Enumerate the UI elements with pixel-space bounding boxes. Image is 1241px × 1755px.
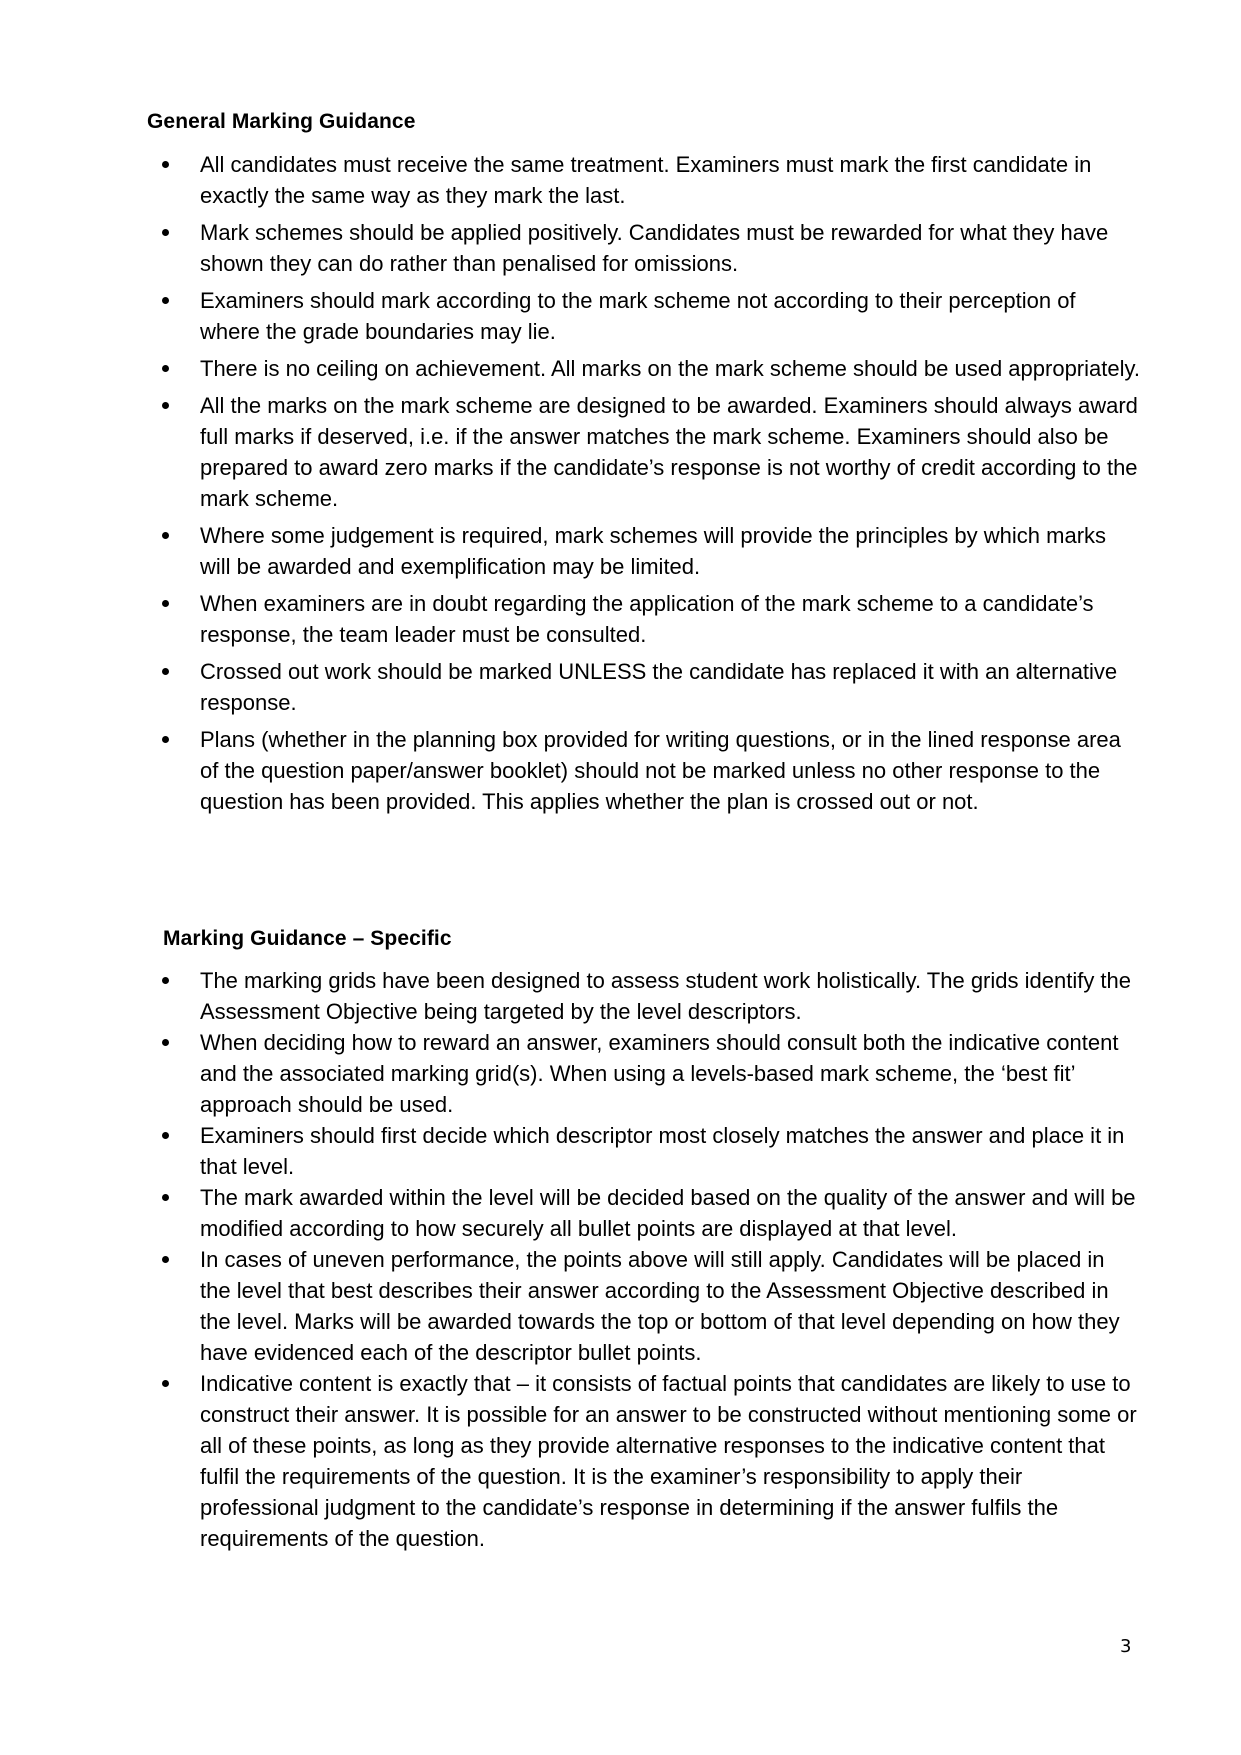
list-item-text: Mark schemes should be applied positively. Candidates must be rewarded for what they have shown they can do rather than penalised for omissions.: [200, 220, 1109, 276]
list-item: [0, 1182, 1140, 1244]
section-heading: General Marking Guidance: [147, 110, 416, 133]
list-item-text: Plans (whether in the planning box provided for writing questions, or in the lined response area of the question paper/answer booklet) should not be marked unless no other response to the question has been provided. This applies whether the plan is crossed out or not.: [200, 727, 1121, 814]
bullet-icon: [162, 1039, 169, 1046]
list-item: [0, 1244, 1140, 1368]
list-item: [0, 520, 1140, 582]
list-item-text: The mark awarded within the level will be decided based on the quality of the answer and will be modified according to how securely all bullet points are displayed at that level.: [200, 1185, 1136, 1241]
list-item: [0, 149, 1140, 211]
list-item: [0, 217, 1140, 279]
list-item-text: All candidates must receive the same treatment. Examiners must mark the first candidate in exactly the same way as they mark the last.: [200, 152, 1092, 208]
list-item: [0, 656, 1140, 718]
bullet-icon: [162, 229, 169, 236]
bullet-icon: [162, 365, 169, 372]
bullet-icon: [162, 1256, 169, 1263]
page-number: 3: [1120, 1636, 1132, 1657]
list-item-text: All the marks on the mark scheme are designed to be awarded. Examiners should always award full marks if deserved, i.e. if the answer matches the mark scheme. Examiners should also be prepared to award zero marks if the candidate’s response is not worthy of credit according to the mark scheme.: [200, 393, 1138, 511]
list-item-text: When examiners are in doubt regarding the application of the mark scheme to a candidate’s response, the team leader must be consulted.: [200, 591, 1094, 647]
bullet-icon: [162, 600, 169, 607]
list-item-text: When deciding how to reward an answer, examiners should consult both the indicative content and the associated marking grid(s). When using a levels-based mark scheme, the ‘best fit’ approach should be used.: [200, 1030, 1119, 1117]
bullet-icon: [162, 402, 169, 409]
list-item: [0, 353, 1140, 384]
list-item-text: There is no ceiling on achievement. All marks on the mark scheme should be used appropriately.: [200, 356, 1140, 381]
bullet-icon: [162, 1380, 169, 1387]
section-heading: Marking Guidance – Specific: [163, 927, 452, 950]
list-item-text: Examiners should mark according to the mark scheme not according to their perception of where the grade boundaries may lie.: [200, 288, 1076, 344]
list-item: [0, 1368, 1140, 1554]
list-item: [0, 1027, 1140, 1120]
bullet-icon: [162, 532, 169, 539]
list-item-text: In cases of uneven performance, the points above will still apply. Candidates will be placed in the level that best describes their answer according to the Assessment Objective described in the level. Marks will be awarded towards the top or bottom of that level depending on how they have evidenced each of the descriptor bullet points.: [200, 1247, 1120, 1365]
list-item-text: Indicative content is exactly that – it consists of factual points that candidates are likely to use to construct their answer. It is possible for an answer to be constructed without mentioning some or all of these points, as long as they provide alternative responses to the indicative content that fulfil the requirements of the question. It is the examiner’s responsibility to apply their professional judgment to the candidate’s response in determining if the answer fulfils the requirements of the question.: [200, 1371, 1137, 1551]
list-item: [0, 1120, 1140, 1182]
list-item-text: The marking grids have been designed to assess student work holistically. The grids identify the Assessment Objective being targeted by the level descriptors.: [200, 968, 1132, 1024]
bullet-list: [0, 149, 1241, 823]
list-item: [0, 588, 1140, 650]
list-item: [0, 390, 1140, 514]
list-item: [0, 285, 1140, 347]
list-item: [0, 724, 1140, 817]
bullet-icon: [162, 668, 169, 675]
bullet-icon: [162, 161, 169, 168]
bullet-icon: [162, 1132, 169, 1139]
list-item-text: Where some judgement is required, mark schemes will provide the principles by which marks will be awarded and exemplification may be limited.: [200, 523, 1107, 579]
bullet-icon: [162, 977, 169, 984]
list-item: [0, 965, 1140, 1027]
bullet-icon: [162, 736, 169, 743]
bullet-icon: [162, 1194, 169, 1201]
bullet-list: [0, 965, 1241, 1554]
list-item-text: Examiners should first decide which descriptor most closely matches the answer and place it in that level.: [200, 1123, 1125, 1179]
list-item-text: Crossed out work should be marked UNLESS the candidate has replaced it with an alternative response.: [200, 659, 1118, 715]
bullet-icon: [162, 297, 169, 304]
